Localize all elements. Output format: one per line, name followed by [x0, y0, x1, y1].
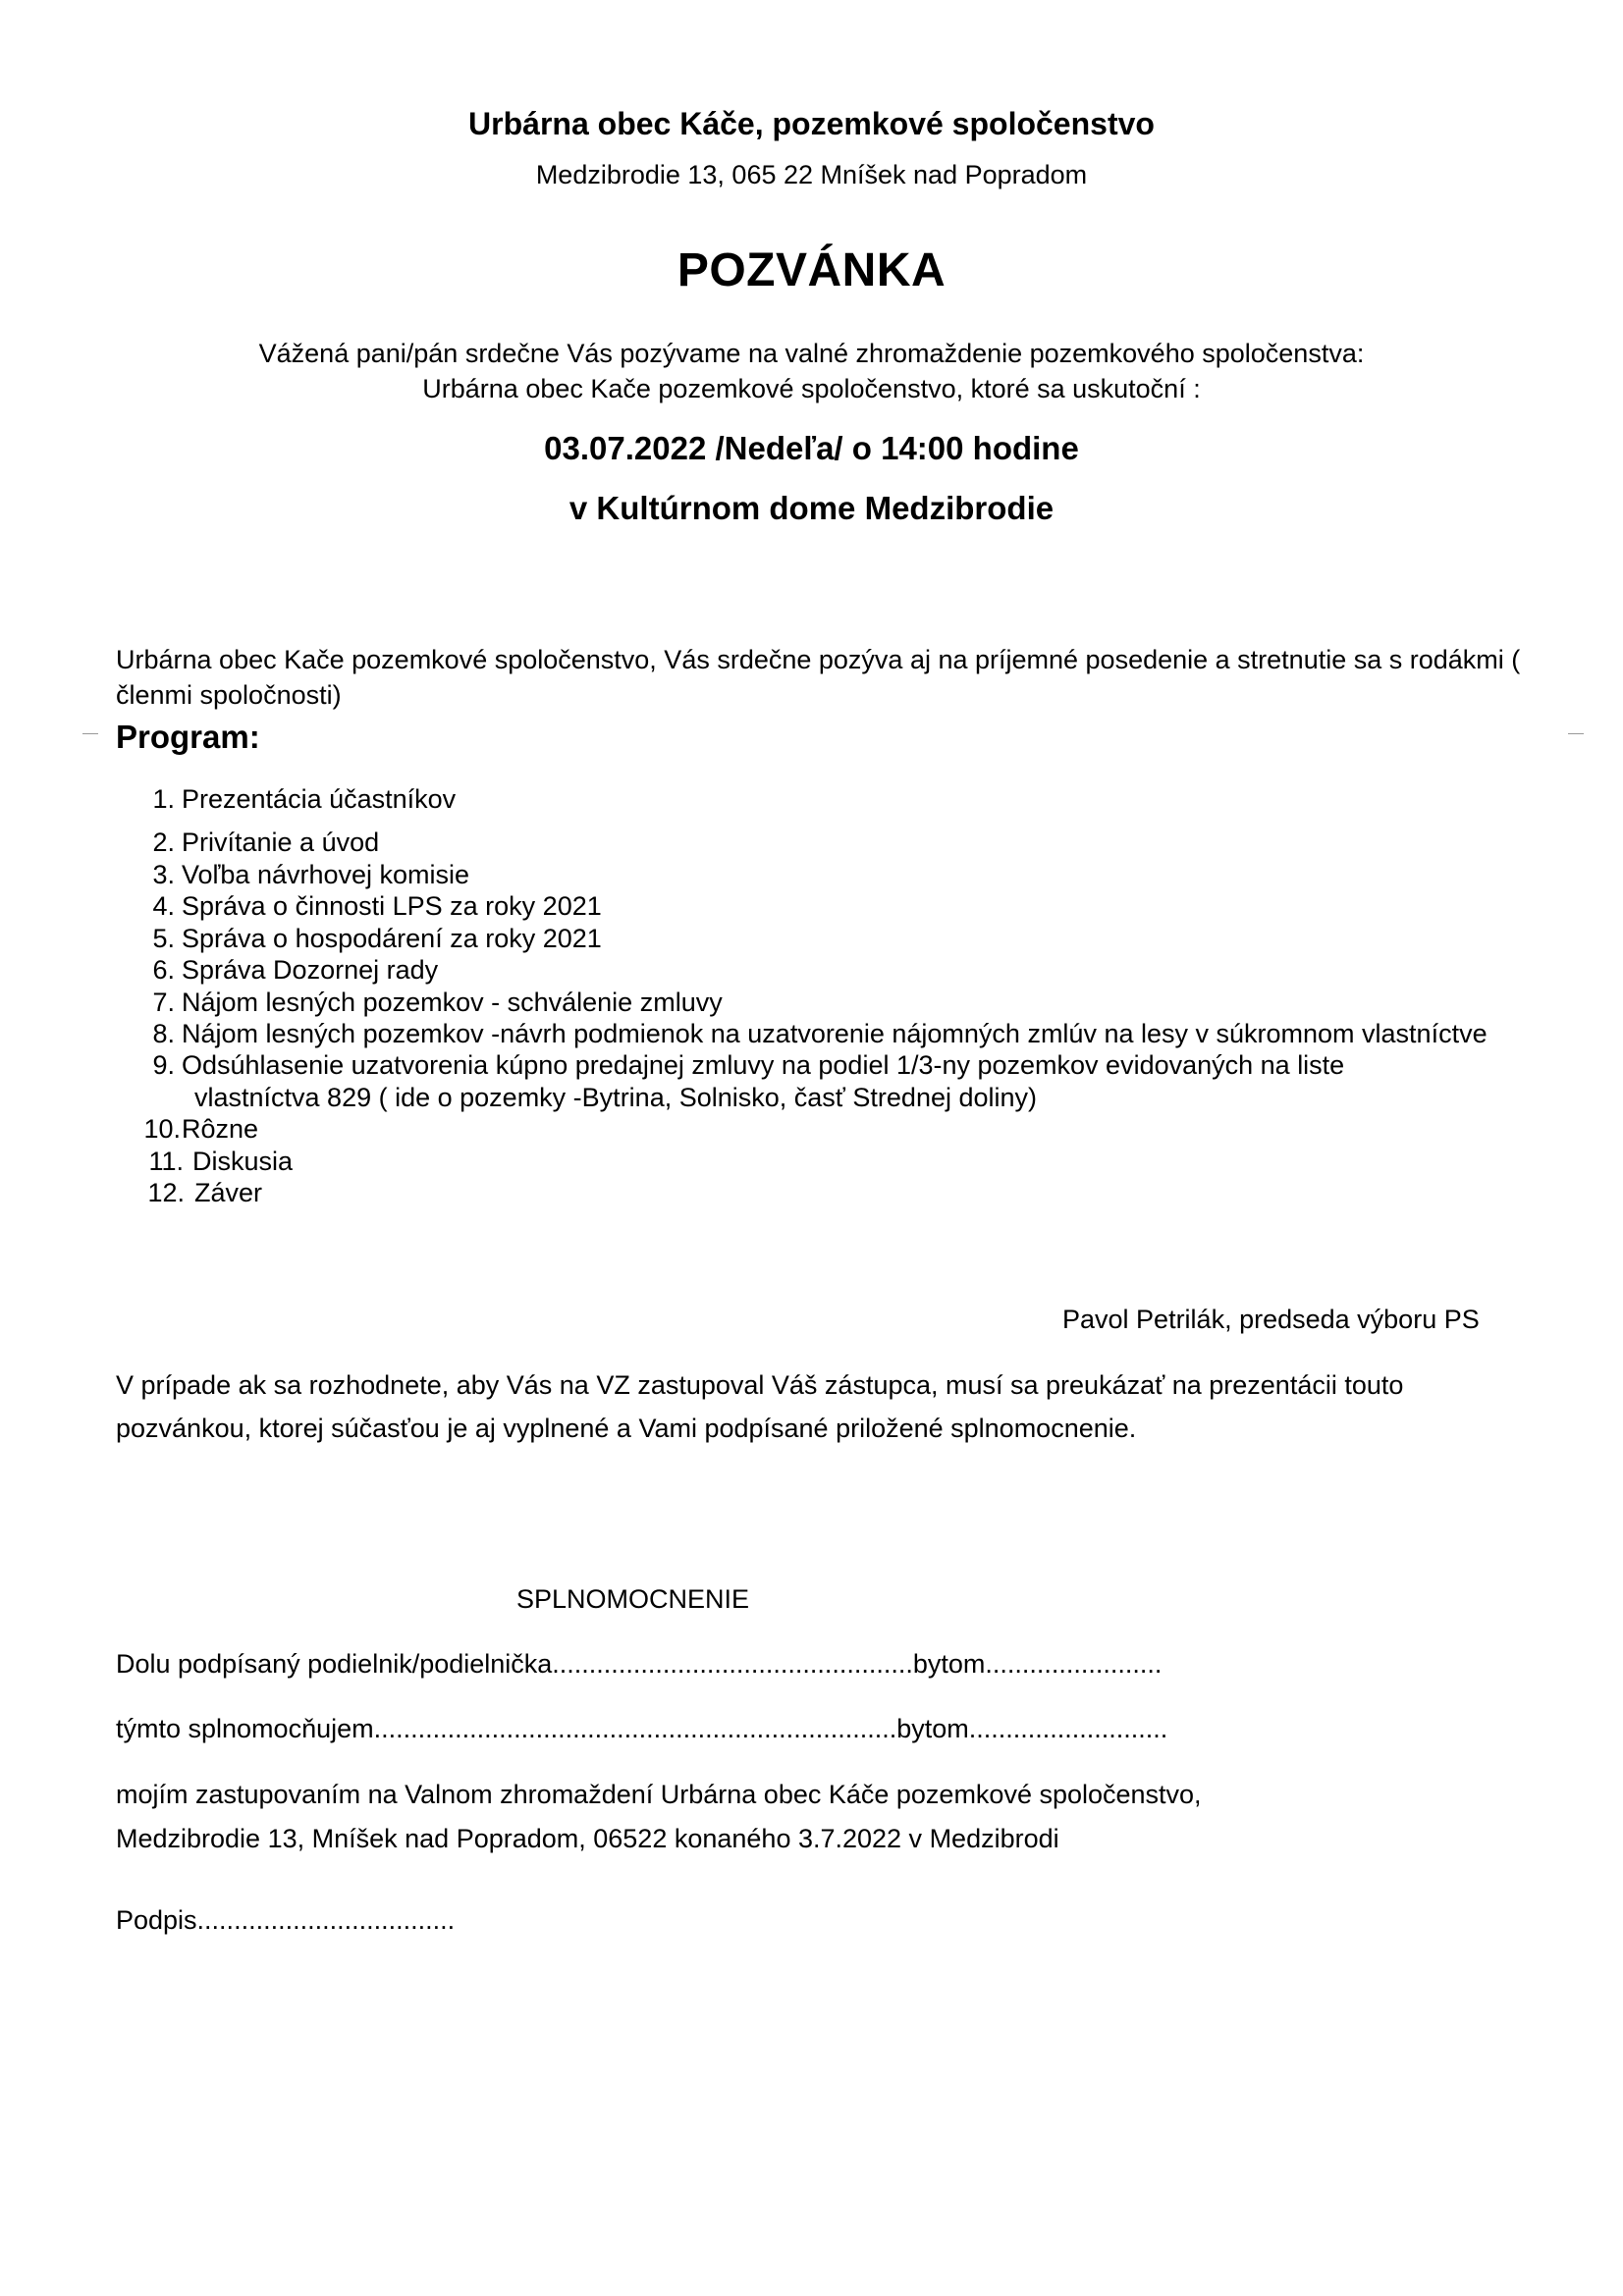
program-item-number: 12.	[147, 1178, 185, 1207]
signature-line: Podpis...................................	[116, 1905, 456, 1935]
program-item-text: Správa o hospodárení za roky 2021	[182, 924, 602, 953]
organization-name: Urbárna obec Káče, pozemkové spoločenstvo	[468, 106, 1155, 141]
chairman-signature: Pavol Petrilák, predseda výboru PS	[1062, 1305, 1480, 1334]
authorization-line-location: Medzibrodie 13, Mníšek nad Popradom, 06522 konaného 3.7.2022 v Medzibrodi	[116, 1824, 1059, 1853]
program-item-text: Diskusia	[192, 1147, 294, 1176]
program-item-text: Správa o činnosti LPS za roky 2021	[182, 891, 602, 921]
program-item-number: 3.	[152, 860, 175, 889]
program-item-text: Odsúhlasenie uzatvorenia kúpno predajnej zmluvy na podiel 1/3-ny pozemkov evidovaných na liste	[182, 1050, 1345, 1080]
margin-marker-left	[82, 733, 98, 734]
program-item-text: Správa Dozornej rady	[182, 955, 439, 985]
program-heading: Program:	[116, 719, 260, 755]
program-item-number: 2.	[152, 828, 175, 857]
program-item-number: 8.	[152, 1019, 175, 1048]
proxy-note: V prípade ak sa rozhodnete, aby Vás na VZ zastupoval Váš zástupca, musí sa preukázať na prezentácii touto pozvánkou, ktorej súčasťou je aj vyplnené a Vami podpísané priložené splnomocnenie.	[116, 1370, 1404, 1443]
authorization-line-purpose: mojím zastupovaním na Valnom zhromaždení Urbárna obec Káče pozemkové spoločenstvo,	[116, 1780, 1202, 1809]
program-item-text: Privítanie a úvod	[182, 828, 380, 857]
program-item-text: Voľba návrhovej komisie	[182, 860, 470, 889]
intro-line-2: Urbárna obec Kače pozemkové spoločenstvo, ktoré sa uskutoční :	[422, 374, 1201, 403]
program-item-text: Záver	[194, 1178, 263, 1207]
program-item-number: 9.	[152, 1050, 175, 1080]
program-item-number: 6.	[152, 955, 175, 985]
authorization-line-proxy: týmto splnomocňujem.......................................................................bytom...........................	[116, 1714, 1168, 1743]
program-item-text: Rôzne	[182, 1114, 259, 1144]
event-place: v Kultúrnom dome Medzibrodie	[568, 490, 1055, 526]
program-item-text: vlastníctva 829 ( ide o pozemky -Bytrina, Solnisko, časť Strednej doliny)	[194, 1083, 1038, 1112]
margin-marker-right	[1568, 733, 1584, 734]
organization-address: Medzibrodie 13, 065 22 Mníšek nad Popradom	[535, 160, 1088, 189]
intro-line-1: Vážená pani/pán srdečne Vás pozývame na valné zhromaždenie pozemkového spoločenstva:	[258, 339, 1365, 368]
program-item-number: 11.	[148, 1147, 184, 1176]
program-item-number: 4.	[152, 891, 175, 921]
invitation-text: Urbárna obec Kače pozemkové spoločenstvo, Vás srdečne pozýva aj na príjemné posedenie a stretnutie sa s rodákmi ( členmi spoločnosti)	[116, 645, 1521, 710]
event-date: 03.07.2022 /Nedeľa/ o 14:00 hodine	[544, 430, 1079, 466]
document-title: POZVÁNKA	[676, 244, 947, 296]
program-item-number: 5.	[152, 924, 175, 953]
program-item-number: 10.	[143, 1114, 181, 1144]
authorization-title: SPLNOMOCNENIE	[516, 1584, 750, 1614]
authorization-line-member: Dolu podpísaný podielnik/podielnička.................................................bytom........................	[116, 1649, 1163, 1679]
program-item-text: Nájom lesných pozemkov -návrh podmienok na uzatvorenie nájomných zmlúv na lesy v súkromnom vlastníctve	[182, 1019, 1488, 1048]
program-item-number: 1.	[152, 784, 175, 814]
program-item-text: Nájom lesných pozemkov - schválenie zmluvy	[182, 988, 723, 1017]
program-item-number: 7.	[152, 988, 175, 1017]
program-item-text: Prezentácia účastníkov	[182, 784, 457, 814]
